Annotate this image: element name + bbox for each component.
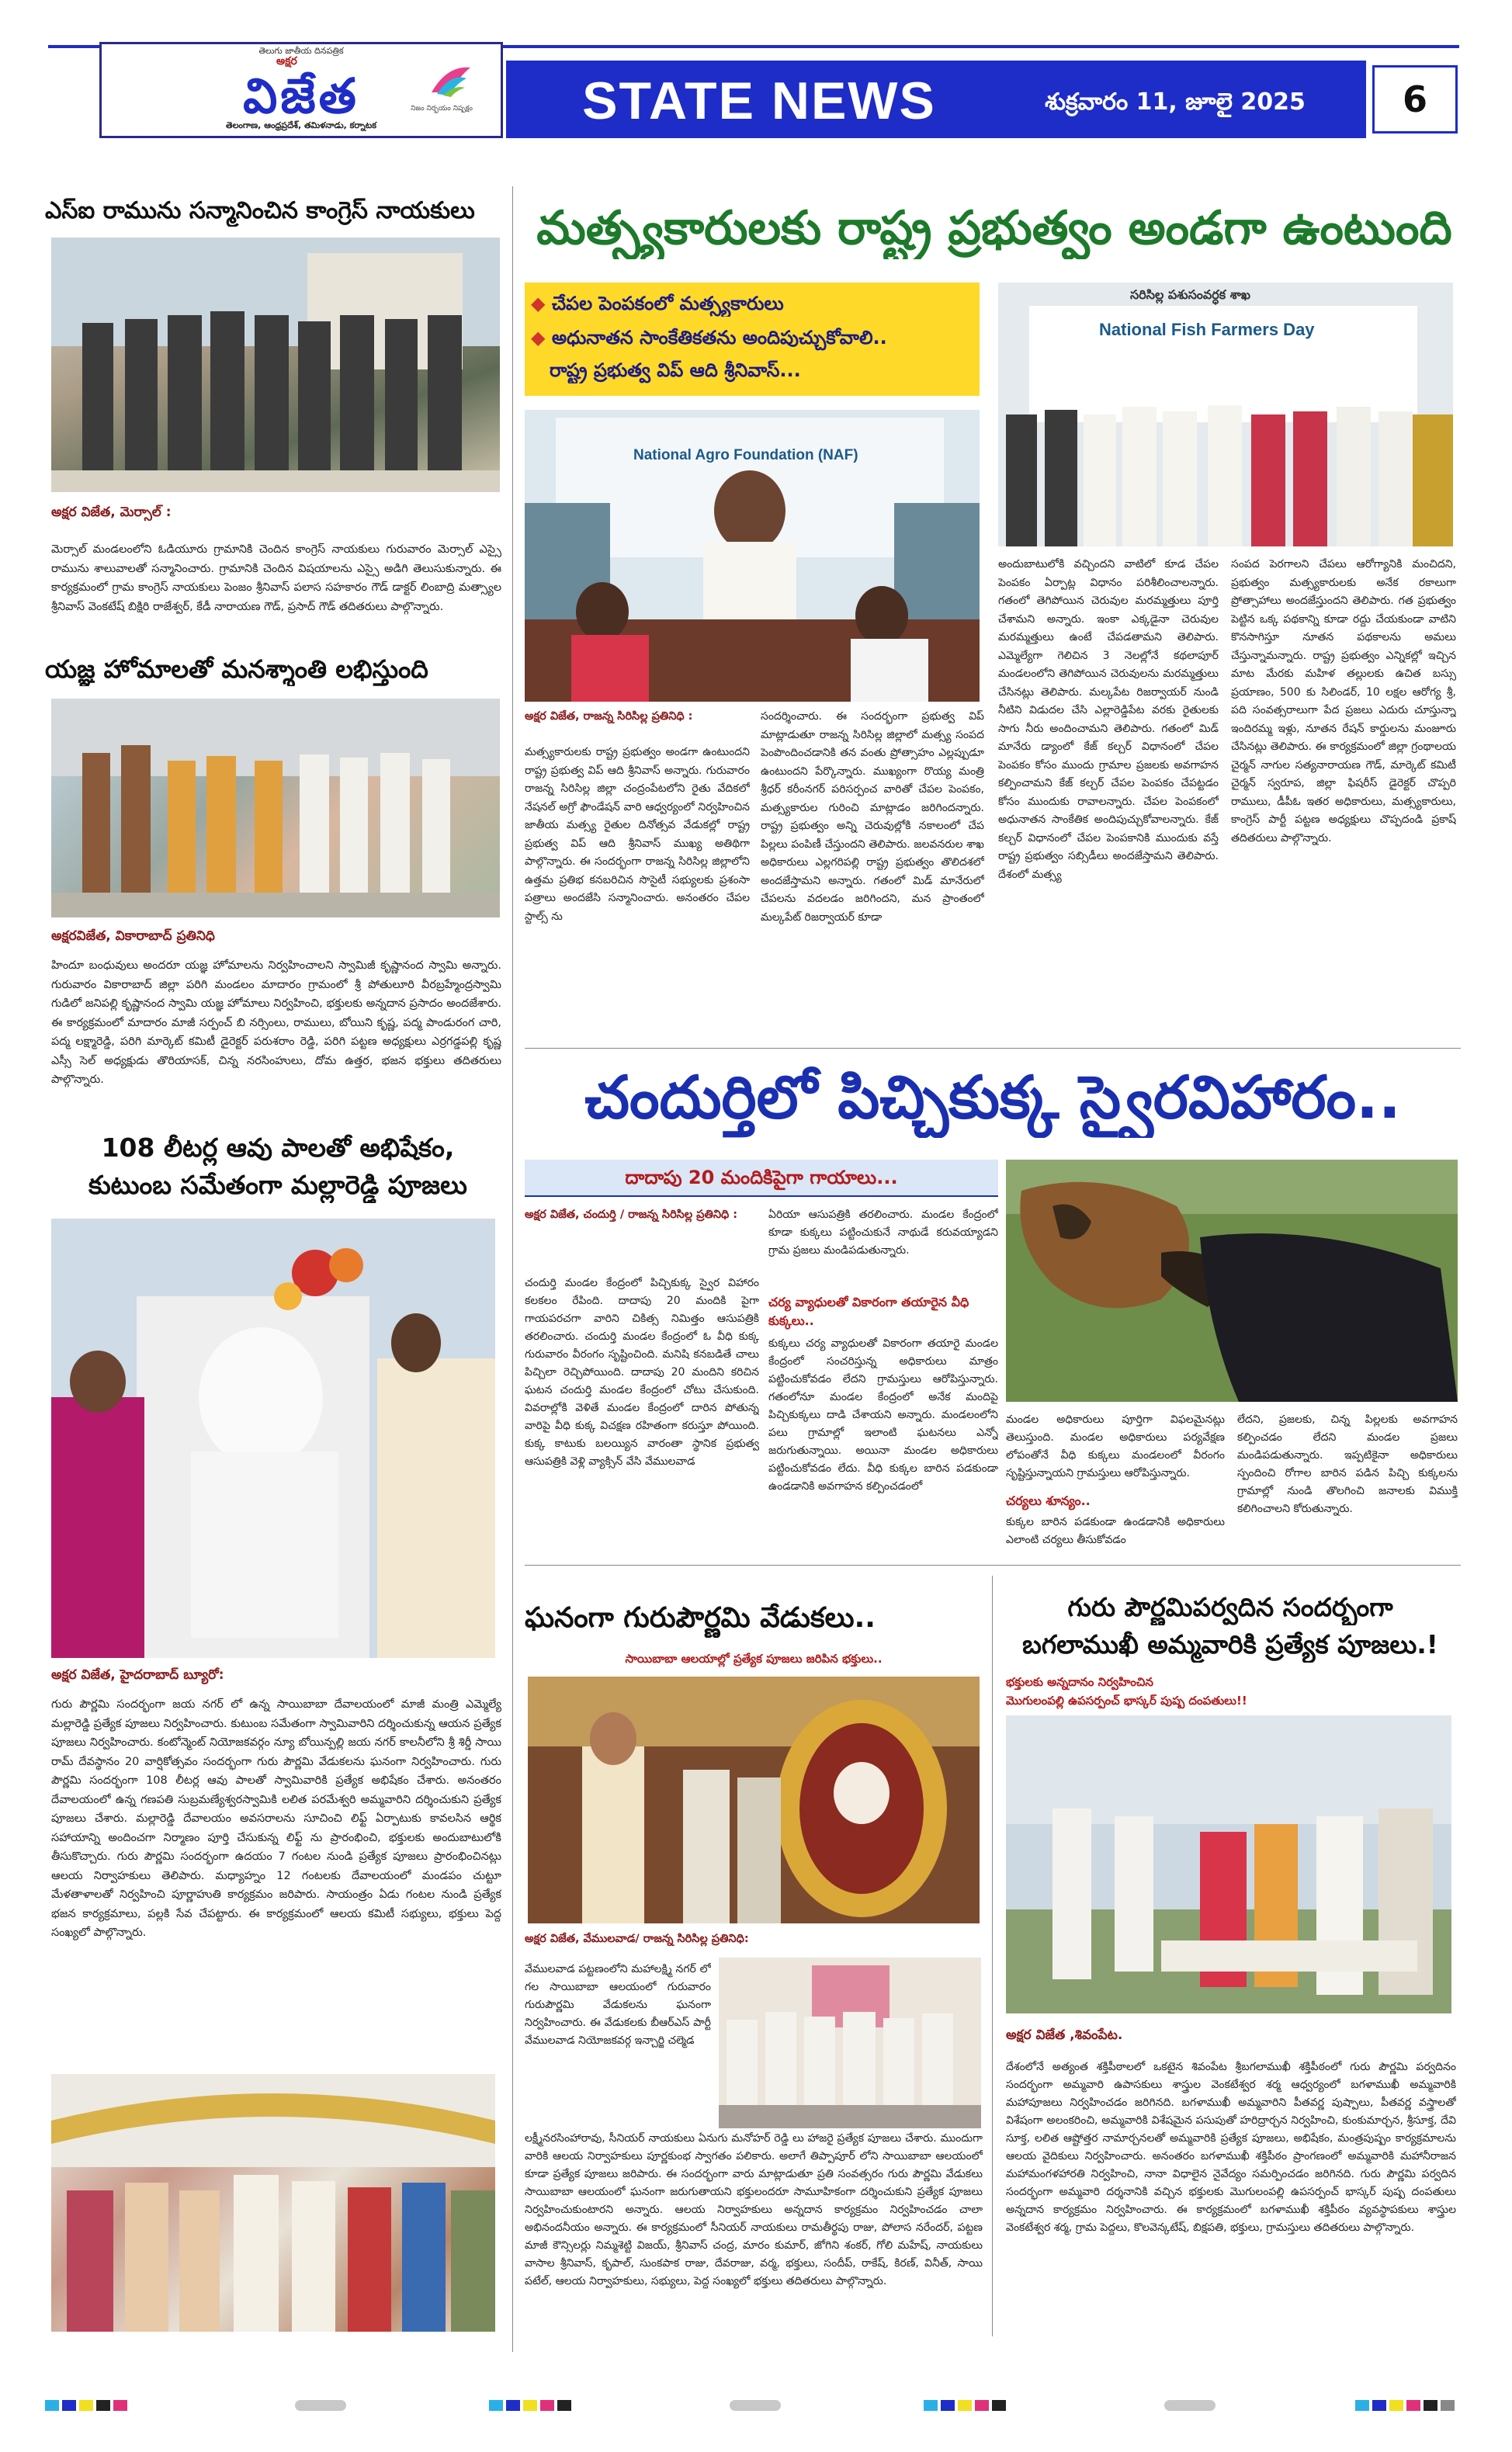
fish-photo-1 [525,410,980,702]
bullet-icon: ◆ [531,327,552,349]
bagala-photo [1006,1715,1451,2013]
guru-subhead: సాయిబాబా ఆలయాల్లో ప్రత్యేక పూజలు జరిపిన భక్తులు.. [625,1652,883,1666]
yagna-body: హిందూ బంధువులు అందరూ యజ్ఞ హోమాలను నిర్వహించాలని స్వామిజీ కృష్ణానంద స్వామి అన్నారు. గురువారం వికారాబాద్ జిల్లా పరిగి మండలం మాదారం గ్రామంలో శ్రీ పోతులూరి వీరబ్రహ్మేంద్రస్వామి గుడిలో జనిపల్లి కృష్ణానంద స్వామి యజ్ఞ హోమాలు నిర్వహించి, భక్తులకు అన్నదాన ప్రసాదం అందజేశారు. ఈ కార్యక్రమంలో మాదారం మాజీ సర్పంచ్ బి నర్సింలు, రాములు, బోయిని కృష్ణ, పద్మ పాండురంగ చారి, పద్మ లక్ష్మారెడ్డి, పరిగి మార్కెట్ కమిటీ డైరెక్టర్ పరుశరాం రెడ్డి, పరిగి పట్టణ అధ్యక్షులు ఎర్రగడ్డపల్లి కృష్ణ ఎస్సీ సెల్ అధ్యక్షుడు తొరియాసక్, చిన్న నరసింహులు, దోమ ఉత్తర, భజన భక్తులు తదితరులు పాల్గొన్నారు. [51,959,501,1086]
fish-headline: మత్స్యకారులకు రాష్ట్ర ప్రభుత్వం అండగా ఉంటుంది [536,201,1452,255]
logo-small: అక్షర [276,55,297,68]
bagala-byline: అక్షర విజేత ,శివంపేట. [1006,2027,1123,2043]
dog-subhead: దాదాపు 20 మందికిపైగా గాయాలు... [625,1167,898,1188]
logo-regions: తెలంగాణ, ఆంధ్రప్రదేశ్, తమిళనాడు, కర్నాటక [226,120,376,130]
logo [99,42,503,138]
fish-photo-2-banner: National Fish Farmers Day [1099,320,1315,339]
fish-box-text-1: చేపల పెంపకంలో మత్స్యకారులు [551,293,784,314]
bagala-headline-2: బగలాముఖీ అమ్మవారికి ప్రత్యేక పూజలు.! [1022,1629,1438,1660]
section-title: STATE NEWS [582,71,936,130]
dog-col-2-body: కుక్కలు చర్య వ్యాధులతో వికారంగా తయారై మండల కేంద్రంలో సంచరిస్తున్న అధికారులు మాత్రం పట్టించుకోవడం లేదని గ్రామస్తులు ఆరోపిస్తున్నారు. గతంలోనూ మండల కేంద్రంలో అనేక మందిపై పిచ్చికుక్కలు దాడి చేశాయని అన్నారు. మండలంలోని పలు గ్రామాల్లో ఇలాంటి ఘటనలు ఎన్నో జరుగుతున్నాయి. అయినా మండల అధికారులు పట్టించుకోవడం లేదు. వీధి కుక్కల బారిన పడకుండా ఉండడానికి అవగాహన కల్పించడంలో [768,1337,998,1493]
guru-photo-2 [719,1958,981,2128]
dog-col-1: చందుర్తి మండల కేంద్రంలో పిచ్చికుక్క స్వైర విహారం కలకలం రేపింది. దాదాపు 20 మందికి పైగా గాయపరచగా వారిని చికిత్స నిమిత్తం ఆసుపత్రికి తరలించారు. చందుర్తి మండల కేంద్రంలో ఓ వీధి కుక్క గురువారం వీరంగం సృష్టించింది. మనిషి కనబడితే చాలు పిచ్చిలా రెచ్చిపోయింది. దాదాపు 20 మందిని కరిచిన ఘటన చందుర్తి మండల కేంద్రంలో చోటు చేసుకుంది. వివరాల్లోకి వెళితే మండల కేంద్రంలో దారిన పోతున్న వారిపై వీధి కుక్క విచక్షణ రహితంగా కరుస్తూ పోయింది. కుక్క కాటుకు బలయ్యిన వారంతా స్థానిక ప్రభుత్వ ఆసుపత్రికి వెళ్లి వ్యాక్సిన్ వేసి వేములవాడ [525,1277,759,1468]
fish-col-3: అందుబాటులోకి వచ్చిందని వాటిలో కూడ చేపల పెంపకం ఏర్పాట్ల విధానం పరిశీలించాలన్నారు. గతంలో తెగిపోయిన చెరువుల మరమ్మత్తులు పూర్తి చేశామని అన్నారు. ఇంకా ఎక్కడైనా చెరువుల మరమ్మత్తులు ఉంటే చేపడతామని తెలిపారు. ఎమ్మెల్యేగా గెలిచిన 3 నెలల్లోనే కథలాపూర్ మండలంలోని తెగిపోయిన చెరువులను మరమ్మత్తులు చేసినట్లు తెలిపారు. మల్కపేట రిజర్వాయర్ నుండి నీటిని విడుదల చేసి ఎల్లారెడ్డిపేట వరకు రైతులకు సాగు నీరు అందించామని తెలిపారు. గతంలో మిడ్ మానేరు డ్యాంలో కేజ్ కల్చర్ విధానంలో చేపల పెంపకం కోసం ముందు గ్రామాల ప్రజలకు అవగాహన కల్పించామని కేజ్ కల్చర్ చేపల పెంపకం చేపట్టడం కోసం ముందుకు రావాలన్నారు. చేపల పెంపకంలో అధునాతన సాంకేతిక అందిపుచ్చుకోవాలన్నారు. కేజ్ కల్చర్ విధానంలో చేపల పెంపకానికి ముందుకు వస్తే రాష్ట్ర ప్రభుత్వం సబ్సిడీలు అందజేస్తామని తెలిపారు. దేశంలో మత్స్య [998,558,1219,881]
logo-main: విజేత [243,68,359,124]
si-byline: అక్షర విజేత, మెర్సాల్ : [51,505,172,520]
logo-bird-icon [428,61,474,100]
fish-photo-2-top: సరిసిల్ల పశుసంవర్ధక శాఖ [1130,287,1250,302]
footer-registration-bar [0,2400,1512,2416]
dog-col-2-subhead: చర్య వ్యాధులతో వికారంగా తయారైన వీధి కుక్కలు.. [768,1295,969,1328]
bagala-headline-1: గురు పౌర్ణమిపర్వదిన సందర్భంగా [1067,1592,1393,1622]
yagna-byline: అక్షరవిజేత, వికారాబాద్ ప్రతినిధి [51,928,215,944]
abhishekam-byline: అక్షర విజేత, హైదరాబాద్ బ్యూరో: [51,1667,224,1683]
yagna-headline: యజ్ఞ హోమాలతో మనశ్శాంతి లభిస్తుంది [45,654,428,684]
divider-fish-dog [525,1048,1461,1049]
dog-col-2-top: ఏరియా ఆసుపత్రికి తరలించారు. మండల కేంద్రంలో కూడా కుక్కలు పట్టించుకునే నాథుడే కరువయ్యాడని గ్రామ ప్రజలు మండిపడుతున్నారు. [768,1209,998,1257]
page-number: 6 [1402,78,1427,120]
divider-dog-guru [525,1565,1461,1566]
abhishekam-photo [51,1219,495,1658]
fish-byline: అక్షర విజేత, రాజన్న సిరిసిల్ల ప్రతినిధి : [525,710,693,723]
fish-photo-1-banner: National Agro Foundation (NAF) [633,447,858,463]
fish-box-line-3: రాష్ట్ర ప్రభుత్వ విప్ ఆది శ్రీనివాస్... [550,359,801,381]
fish-box-text-2: అధునాతన సాంకేతికతను అందిపుచ్చుకోవాలి.. [551,327,887,349]
logo-slogan: నిజం నిర్భయం నిష్పక్షం [411,105,473,113]
dog-col-3-subhead: చర్యలు శూన్యం.. [1006,1493,1091,1508]
abhishekam-headline-2: కుటుంబ సమేతంగా మల్లారెడ్డి పూజలు [88,1170,467,1200]
dog-photo [1006,1160,1458,1402]
guru-body-wide: లక్ష్మీనరసింహారావు, సీనియర్ నాయకులు ఏనుగు మనోహర్ రెడ్డి లు హాజరై ప్రత్యేక పూజలు చేశారు. ముందుగా వారికి ఆలయ నిర్వాహకులు పూర్ణకుంభ స్వాగతం పలికారు. అలాగే తిప్పాపూర్ లోని సాయిబాబా ఆలయంలో కూడా ప్రత్యేక పూజలు జరిపారు. ఈ సందర్భంగా వారు మాట్లాడుతూ ప్రతి సంవత్సరం గురు పౌర్ణమి వేడుకలు సాయిబాబా ఆలయంలో ఘనంగా జరుగుతాయని భక్తులందరూ సామూహికంగా దర్శించుకుని ప్రత్యేక పూజలు నిర్వహించుకుంటారని అన్నారు. ఆలయ నిర్వాహకులు అన్నదాన కార్యక్రమం నిర్వహించడం చాలా అభినందనీయం అన్నారు. ఈ కార్యక్రమంలో సీనియర్ నాయకులు రామతీర్థపు రాజు, పోలాస నరేందర్, పట్టణ మాజీ కౌన్సిలర్లు నిమ్మశెట్టి విజయ్, శ్రీనివాస్ చంద్ర, మారం కుమార్, జోగిని శంకర్, గోలి మహేష్, నాయకులు వాసాల శ్రీనివాస్, కృపాల్, సుంకపాక రాజు, దేవరాజు, వర్మ, భక్తులు, సందీప్, రాకేష్, కిరణ్, వినీత్, సాయి పటేల్, ఆలయ నిర్వాహకులు, సభ్యులు, పెద్ద సంఖ్యలో భక్తులు తదితరులు పాల్గొన్నారు. [525,2132,983,2287]
bagala-body: దేశంలోనే అత్యంత శక్తిపీఠాలలో ఒకటైన శివంపేట శ్రీబగలాముఖీ శక్తిపీఠంలో గురు పౌర్ణమి పర్వదినం సందర్భంగా అమ్మవారి ఉపాసకులు శాస్త్రుల వెంకటేశ్వర శర్మ ఆధ్వర్యంలో బగళాముఖీ అమ్మవారికి మహాపూజలు నిర్వహించడం జరిగినది. బగళాముఖీ అమ్మవారిని పీతవర్ణ పుష్పాలు, పీతవర్ణ వస్త్రాలతో విశేషంగా అలంకరించి, అమ్మవారికి విశేషమైన పసుపుతో హరిద్రార్చన నిర్వహించి, కుంకుమార్చన, శ్రీసూక్త, దేవి సూక్త, లలిత ఆష్టోత్తర నామార్చనలతో అమ్మవారికి ప్రత్యేక పూజలు, అభిషేకం, మంత్రపుష్పం కార్యక్రమాలను ఆలయ వైదికులు నిర్వహించారు. అనంతరం బగళాముఖీ శక్తిపీఠం ప్రాంగణంలో అమ్మవారికి మహానీరాజన మహామంగళహారతి నిర్వహించి, నానా విధాలైన నైవేద్యం సమర్పించడం జరిగినది. గురు పౌర్ణమి పర్వదిన సందర్భంగా అమ్మవారి దర్శనానికి వచ్చిన భక్తులకు మొగులంపల్లి ఉపసర్పంచ్ భాస్కర్ పుష్ప దంపతులు అన్నదాన కార్యక్రమం నిర్వహించారు. ఈ కార్యక్రమంలో బగళాముఖీ శక్తిపీఠం వ్యవస్థాపకులు శాస్త్రుల వెంకటేశ్వర శర్మ, గ్రామ పెద్దలు, కొలవెన్కటేష్, బిక్షపతి, భక్తులు, గ్రామస్తులు తదితరులు పాల్గొన్నారు. [1006,2061,1456,2234]
fish-photo-2 [998,283,1453,546]
bagala-subhead-2: మొగులంపల్లి ఉపసర్పంచ్ భాస్కర్ పుష్ప దంపతులు!! [1006,1694,1247,1708]
si-body: మెర్సాల్ మండలంలోని ఓడియూరు గ్రామానికి చెందిన కాంగ్రెస్ నాయకులు గురువారం మెర్సాల్ ఎస్సై రామును శాలువాలతో సన్మానించారు. గ్రామానికి చెందిన విషయాలను ఎస్సై అడిగి తెలుసుకున్నారు. ఈ కార్యక్రమంలో గ్రామ కాంగ్రెస్ నాయకులు పెంజం శ్రీనివాస్ పలాస సహకారం గౌడ్ డాక్టర్ లింబాద్రి మత్స్యాల శ్రీనివాస్ వెంకటేష్ బిక్షిరి రాజేశ్వర్, కేడీ నారాయణ గౌడ్, ప్రసాద్ గౌడ్ తదితరులు పాల్గొన్నారు. [51,543,501,613]
dog-headline: చందుర్తిలో పిచ్చికుక్క స్వైరవిహారం.. [584,1063,1401,1132]
guru-photo-1 [528,1677,980,1923]
fish-col-1: మత్స్యకారులకు రాష్ట్ర ప్రభుత్వం అండగా ఉంటుందని రాష్ట్ర ప్రభుత్వ విప్ ఆది శ్రీనివాస్ అన్నారు. గురువారం రాజన్న సిరిసిల్ల జిల్లా చంద్రంపేటలోని రైతు వేదికలో నేషనల్ అగ్రో ఫౌండేషన్ వారి ఆధ్వర్యంలో నిర్వహించిన జాతీయ మత్స్య రైతుల దినోత్సవ వేడుకల్లో రాష్ట్ర ప్రభుత్వ విప్ ఆది శ్రీనివాస్ ముఖ్య అతిథిగా పాల్గొన్నారు. ఈ సందర్భంగా రాజన్న సిరిసిల్ల జిల్లాలోని ఉత్తమ ప్రతిభ కనబరిచిన సొసైటీ సభ్యులకు ప్రశంసా పత్రాలు అందజేసి సన్మానించారు. అనంతరం చేపల స్టాల్స్ ను [525,746,750,923]
abhishekam-headline-1: 108 లీటర్ల ఆవు పాలతో అభిషేకం, [101,1132,455,1163]
abhishekam-body: గురు పౌర్ణమి సందర్భంగా జయ నగర్ లో ఉన్న సాయిబాబా దేవాలయంలో మాజీ మంత్రి ఎమ్మెల్యే మల్లారెడ్డి ప్రత్యేక పూజలు నిర్వహించారు. కుటుంబ సమేతంగా స్వామివారిని దర్శించుకున్న ఆయన ప్రత్యేక పూజలు నిర్వహించారు. కంటోన్మెంట్ నియోజకవర్గం న్యూ బోయిన్పల్లి జయ నగర్ కాలనీలోని శ్రీ శిర్డీ సాయి రామ్ దేవస్థానం 20 వార్షికోత్సవం సందర్భంగా గురు పౌర్ణమి వేడుకలను ఘనంగా నిర్వహించారు. గురు పౌర్ణమి సందర్భంగా 108 లీటర్ల ఆవు పాలతో స్వామివారికి ప్రత్యేక అభిషేకం చేశారు. అనంతరం దేవాలయంలో ఉన్న గణపతి సుబ్రమణ్యేశ్వరస్వామికి లలిత పరమేశ్వరి అమ్మవారిని దర్శించుకుని ప్రత్యేక పూజలు చేశారు. మల్లారెడ్డి దేవాలయం అవసరాలను సూచించి లిఫ్ట్ ఏర్పాటుకు కావలసిన ఆర్థిక సహాయాన్ని అందించగా నిర్మాణం పూర్తి చేసుకున్న లిఫ్ట్ ను ప్రారంభించి, భక్తులకు అందుబాటులోకి తీసుకొచ్చారు. గురు పౌర్ణమి సందర్భంగా ఉదయం 7 గంటల నుండి ప్రత్యేక పూజలు ప్రారంభించినట్లు ఆలయ నిర్వాహకులు తెలిపారు. మధ్యాహ్నం 12 గంటలకు దేవాలయంలో మండపం చుట్టూ మేళతాళాలతో నిర్వహించి పూర్ణాహుతి కార్యక్రమం జరిపారు. సాయంత్రం ఏడు గంటల నుండి ప్రత్యేక భజన కార్యక్రమాలు, పల్లకి సేవ చేపట్టారు. ఈ కార్యక్రమంలో ఆలయ కమిటీ సభ్యులు, భక్తులు పెద్ద సంఖ్యలో పాల్గొన్నారు. [51,1698,501,1939]
column-rule-left [512,186,513,2352]
dog-col-3-body: కుక్కల బారిన పడకుండా ఉండడానికి అధికారులు ఎలాంటి చర్యలు తీసుకోవడం [1006,1516,1225,1546]
dog-col-3: మండల అధికారులు పూర్తిగా విఫలమైనట్లు తెలుస్తుంది. మండల అధికారులు పర్యవేక్షణ లోపంతోనే వీధి కుక్కలు మండలంలో వీరంగం సృష్టిస్తున్నాయని గ్రామస్తులు ఆరోపిస్తున్నారు. [1006,1413,1225,1479]
dog-byline: అక్షర విజేత, చందుర్తి / రాజన్న సిరిసిల్ల ప్రతినిధి : [525,1209,738,1221]
guru-byline: అక్షర విజేత, వేములవాడ/ రాజన్న సిరిసిల్ల ప్రతినిధి: [525,1933,749,1945]
fish-box-line-1 [531,290,973,317]
logo-tagline: తెలుగు జాతీయ దినపత్రిక [258,46,344,56]
si-headline: ఎస్ఐ రామును సన్మానించిన కాంగ్రెస్ నాయకులు [45,197,475,224]
fish-col-4: సంపద పెరగాలని చేపలు ఆరోగ్యానికి మంచిదని, ప్రభుత్వం మత్స్యకారులకు అనేక రకాలుగా ప్రోత్సాహాలు అందజేస్తుందని తెలిపారు. గత ప్రభుత్వం పెట్టిన ఒక్క పథకాన్ని కూడా రద్దు చేయకుండా వాటిని కొనసాగిస్తూ నూతన పథకాలను అమలు చేస్తున్నామన్నారు. రాష్ట్ర ప్రభుత్వం ఎన్నికల్లో ఇచ్చిన మాట మేరకు మహిళ తల్లులకు ఉచిత బస్సు ప్రయాణం, 500 కు సిలిండర్, 10 లక్షల ఆరోగ్య శ్రీ, పది సంవత్సరాలుగా పేద ప్రజలు ఎదురు చూస్తున్నా ఇందిరమ్మ ఇళ్లు, నూతన రేషన్ కార్డులను మంజూరు చేసినట్లు తెలిపారు. ఈ కార్యక్రమంలో జిల్లా గ్రంథాలయ చైర్మన్ నాగుల సత్యనారాయణ గౌడ్, మార్కెట్ కమిటీ చైర్మన్ స్వరూప, జిల్లా ఫిషరీస్ డైరెక్టర్ చొప్పరి రాములు, డీపీఓ ఇతర అధికారులు, మత్స్యకారులు, కాంగ్రెస్ పార్టీ పట్టణ అధ్యక్షులు చొప్పదండి ప్రకాష్ తదితరులు పాల్గొన్నారు. [1231,558,1456,845]
column-rule-right [992,1576,993,2336]
bullet-icon: ◆ [531,293,552,314]
dog-col-4: లేదని, ప్రజలకు, చిన్న పిల్లలకు అవగాహన కల్పించడం లేదని మండల ప్రజలు మండిపడుతున్నారు. ఇప్పటికైనా అధికారులు స్పందించి రోగాల బారిన పడిన పిచ్చి కుక్కలను గ్రామాల్లో నుండి తొలగించి జనాలకు విముక్తి కలిగించాలని కోరుతున్నారు. [1237,1413,1458,1515]
issue-date: శుక్రవారం 11, జూలై 2025 [1045,88,1306,116]
yagna-photo [51,699,500,917]
guru-headline: ఘనంగా గురుపౌర్ణమి వేడుకలు.. [525,1602,876,1634]
fish-col-2: సందర్శించారు. ఈ సందర్భంగా ప్రభుత్వ విప్ మాట్లాడుతూ రాజన్న సిరిసిల్ల జిల్లాలో మత్స్య సంపద పెంపొందించడానికి తన వంతు ప్రోత్సాహం ఎల్లప్పుడూ ఉంటుందని పేర్కొన్నారు. ముఖ్యంగా రొయ్య మంత్రి శ్రీధర్ కరీంనగర్ పరిసర్పంచ వారితో చేపల పెంపకం, మత్స్యకారుల గురించి మాట్లాడం జరిగిందన్నారు. రాష్ట్ర ప్రభుత్వం అన్ని చెరువుల్లోకి నకాలంలో చేప పిల్లలు పంపిణీ చేస్తుందని తెలిపారు. జలవనరుల శాఖ అధికారులు ఎల్లగరిపల్లి రాష్ట్ర ప్రభుత్వం తొలిదశలో అందజేస్తామని అన్నారు. గతంలో మిడ్ మానేరులో చేపలను వదలడం జరిగిందని, మన ప్రాంతంలో మల్కపేట్ రిజర్వాయర్ కూడా [761,710,984,924]
guru-body-narrow: వేములవాడ పట్టణంలోని మహాలక్ష్మి నగర్ లో గల సాయిబాబా ఆలయంలో గురువారం గురుపౌర్ణమి వేడుకలను ఘనంగా నిర్వహించారు. ఈ వేడుకలకు బీఆర్ఎస్ పార్టీ వేములవాడ నియోజకవర్గ ఇన్చార్జి చల్మెడ [525,1963,711,2047]
bagala-subhead-1: భక్తులకు అన్నదానం నిర్వహించిన [1006,1675,1153,1689]
si-photo [51,238,500,492]
abhishekam-photo-2 [51,2074,495,2332]
fish-box-line-2 [531,324,973,351]
